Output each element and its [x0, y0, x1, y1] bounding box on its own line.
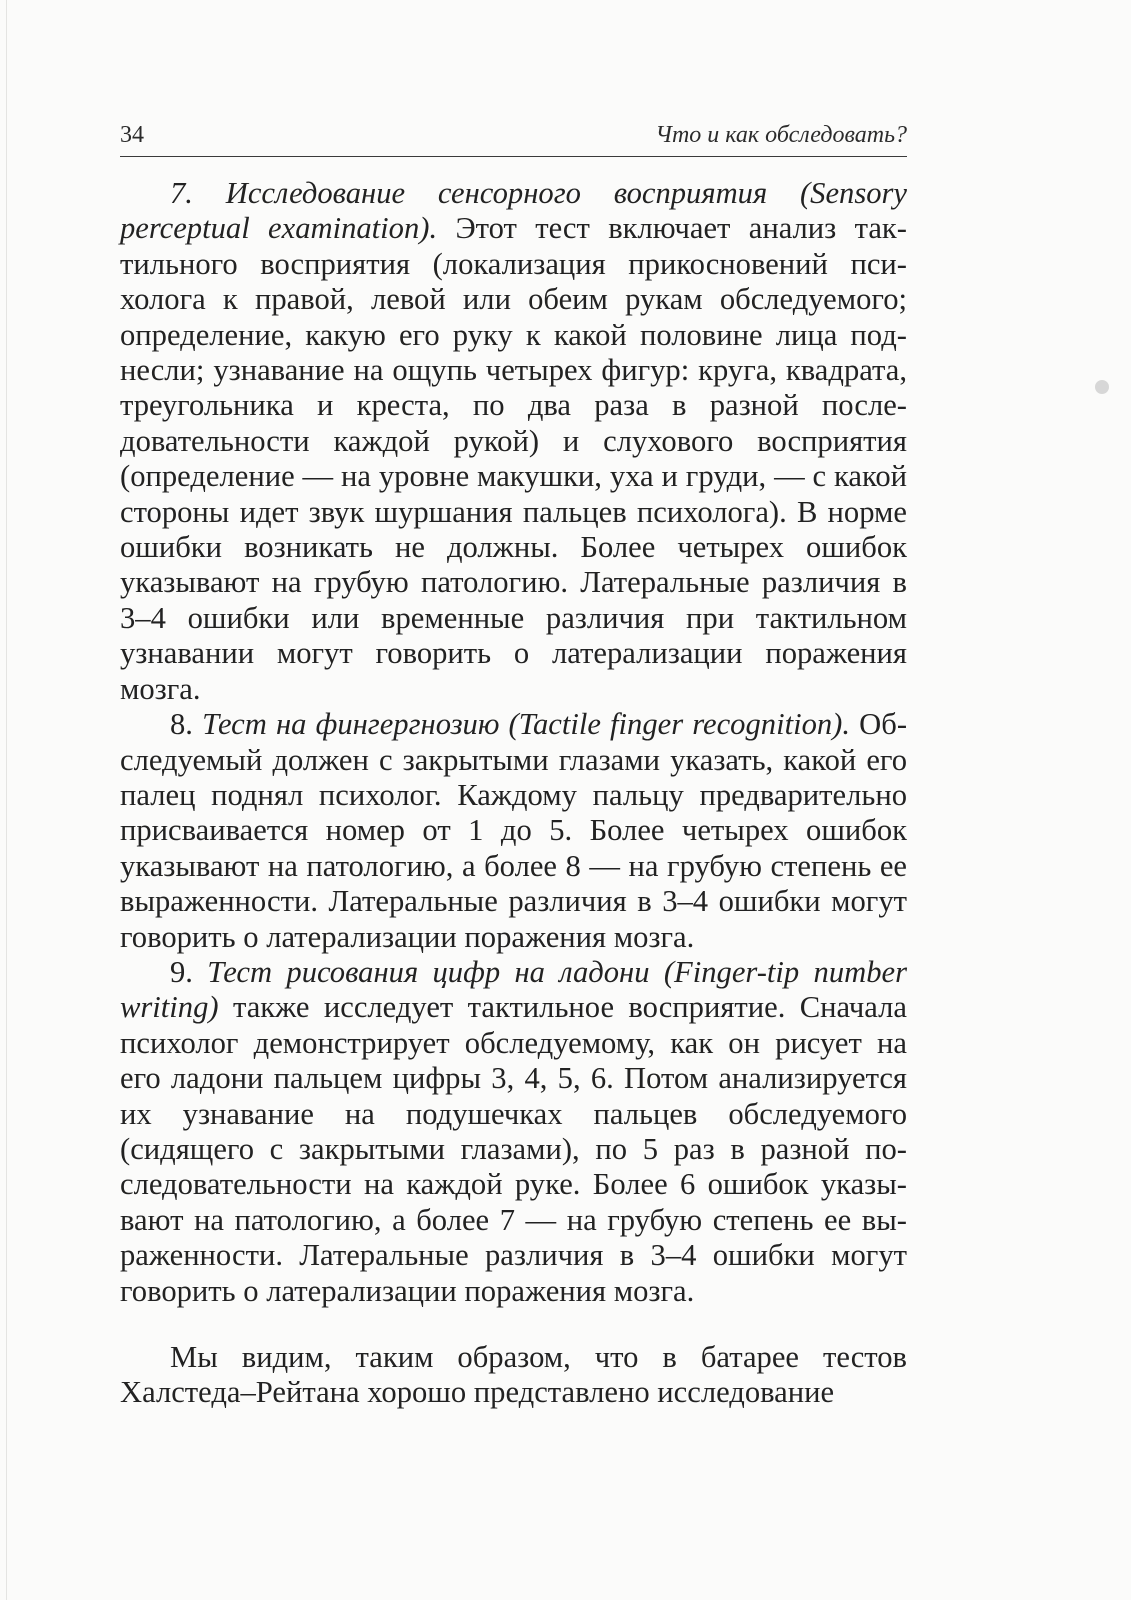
test-9-title: Тест рисования цифр на ладони (Finger-tip number writing)	[120, 954, 908, 1025]
test-8-title: Тест на фингергнозию (Tactile finger recognition).	[202, 707, 851, 742]
paragraph-test-8	[120, 707, 907, 955]
running-head: Что и как обследовать?	[655, 122, 907, 148]
paragraph-test-9	[120, 955, 907, 1309]
page-edge-shadow	[6, 0, 7, 1600]
test-9-number: 9.	[170, 954, 208, 989]
page-number: 34	[120, 122, 144, 148]
page-header	[120, 120, 907, 157]
test-9-text: также исследует тактильное восприятие. Сначала психолог демонстрирует обследуемому, как он рисует на его ладони пальцем цифры 3, 4, 5, 6. Потом анализируется их узнавание на подушечках пальцев обследуемого (сидящего с закрытыми глазами), по 5 раз в разной последовательности на каждой руке. Более 6 ошибок указывают на патологию, а более 7 — на грубую степень ее выраженности. Латеральные различия в 3–4 ошибки могут говорить о латерализации поражения мозга.	[120, 990, 907, 1308]
page-body	[120, 176, 907, 1411]
closing-paragraph: Мы видим, таким образом, что в батарее тестов Халстеда–Рейтана хорошо представлено исследование	[120, 1340, 907, 1410]
paper-speck	[1095, 380, 1109, 394]
test-8-text: Обследуемый должен с закрытыми глазами указать, какой его палец поднял психолог. Каждому пальцу предварительно присваивается номер от 1 до 5. Более четырех ошибок указывают на патологию, а более 8 — на грубую степень ее выраженности. Латеральные различия в 3–4 ошибки могут говорить о латерализации поражения мозга.	[120, 707, 908, 954]
test-7-title: Исследование сенсорного восприятия (Sensory perceptual examination).	[120, 176, 908, 246]
paragraph-test-7	[120, 176, 907, 707]
test-7-text: Этот тест включает анализ тактильного восприятия (локализация прикосновений психолога к правой, левой или обеим рукам обследуемого; определение, какую его руку к какой половине лица поднесли; узнавание на ощупь четырех фигур: круга, квадрата, треугольника и креста, по два раза в разной последовательности каждой рукой) и слухового восприятия (определение — на уровне макушки, уха и груди, — с какой стороны идет звук шуршания пальцев психолога). В норме ошибки возникать не должны. Более четырех ошибок указывают на грубую патологию. Латеральные различия в 3–4 ошибки или временные различия при тактильном узнавании могут говорить о латерализации поражения мозга.	[120, 211, 907, 706]
test-7-number: 7.	[170, 176, 226, 210]
test-8-number: 8.	[170, 707, 203, 742]
